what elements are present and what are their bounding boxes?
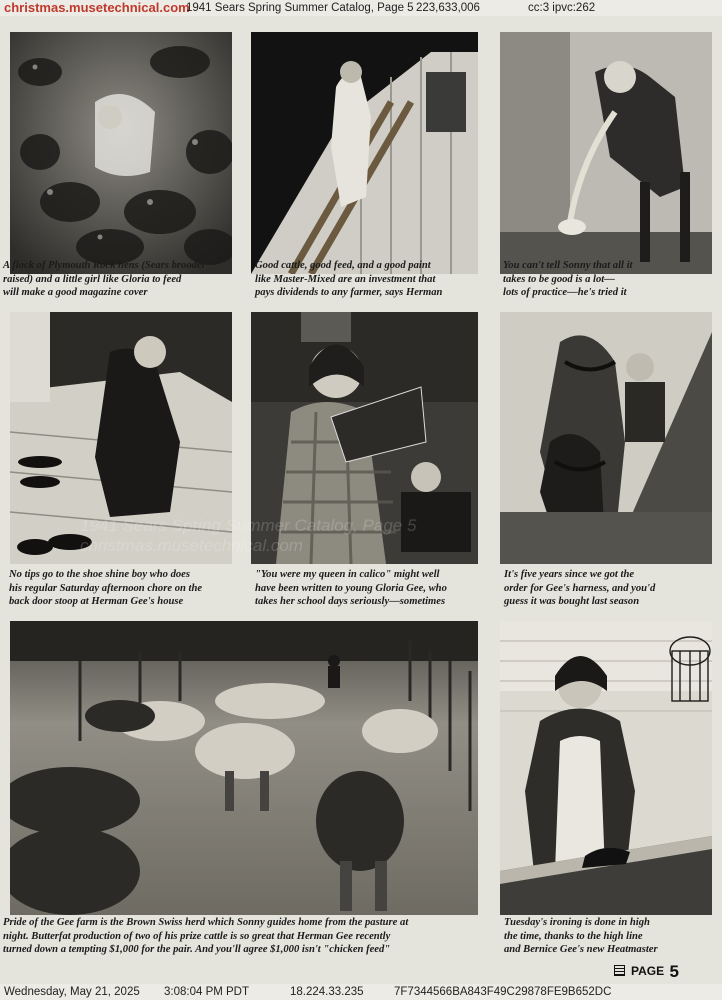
footer-time: 3:08:04 PM PDT xyxy=(164,986,250,998)
footer-hash: 7F7344566BA843F49C29878FE9B652DC xyxy=(394,986,612,998)
caption-cattle-paint: Good cattle, good feed, and a good paint like Master-Mixed are an investment that pays dividends to any farmer, says Herman xyxy=(255,260,443,298)
watermark: 1941 Sears Spring Summer Catalog, Page 5 xyxy=(80,516,417,535)
page-mark-icon xyxy=(614,965,625,976)
caption-shoe-shine: No tips go to the shoe shine boy who does his regular Saturday afternoon chore on the back door stoop at Herman Gee's house xyxy=(9,569,203,607)
caption-harness: It's five years since we got the order for Gee's harness, and you'd guess it was bought last season xyxy=(504,569,656,607)
photo-shoe-shine xyxy=(10,312,232,564)
caption-hens: A flock of Plymouth Rock hens (Sears brooder raised) and a little girl like Gloria to feed will make a good magazine cover xyxy=(3,260,206,298)
page-number: PAGE 5 xyxy=(614,962,679,982)
photo-hens xyxy=(10,32,232,274)
site-link[interactable]: christmas.musetechnical.com xyxy=(4,0,190,15)
photo-ironing xyxy=(500,621,712,915)
caption-sonny: You can't tell Sonny that all it takes to be good is a lot— lots of practice—he's tried it xyxy=(503,260,633,298)
footer-date: Wednesday, May 21, 2025 xyxy=(4,986,140,998)
top-info-bar xyxy=(0,0,722,16)
photo-gloria-reading xyxy=(251,312,478,564)
photo-horse-harness xyxy=(500,312,712,564)
caption-herd: Pride of the Gee farm is the Brown Swiss herd which Sonny guides home from the pasture at night. Butterfat production of two of his prize cattle is so great that Herman Gee recently turned down a tempting $1,000 for the pair. And you'll agree $1,000 isn't "chicken feed" xyxy=(3,917,409,955)
photo-brown-swiss-herd xyxy=(10,621,478,915)
catalog-title: 1941 Sears Spring Summer Catalog, Page 5 xyxy=(186,2,414,14)
photo-trumpet xyxy=(500,32,712,274)
catalog-page xyxy=(0,16,722,984)
photo-painting-barn xyxy=(251,32,478,274)
license-info: cc:3 ipvc:262 xyxy=(528,2,596,14)
catalog-id: 223,633,006 xyxy=(416,2,480,14)
footer-ip: 18.224.33.235 xyxy=(290,986,364,998)
bottom-info-bar xyxy=(0,984,722,1000)
caption-calico: "You were my queen in calico" might well have been written to young Gloria Gee, who takes her school days seriously—sometimes xyxy=(255,569,447,607)
caption-ironing: Tuesday's ironing is done in high the time, thanks to the high line and Bernice Gee's new Heatmaster xyxy=(504,917,658,955)
